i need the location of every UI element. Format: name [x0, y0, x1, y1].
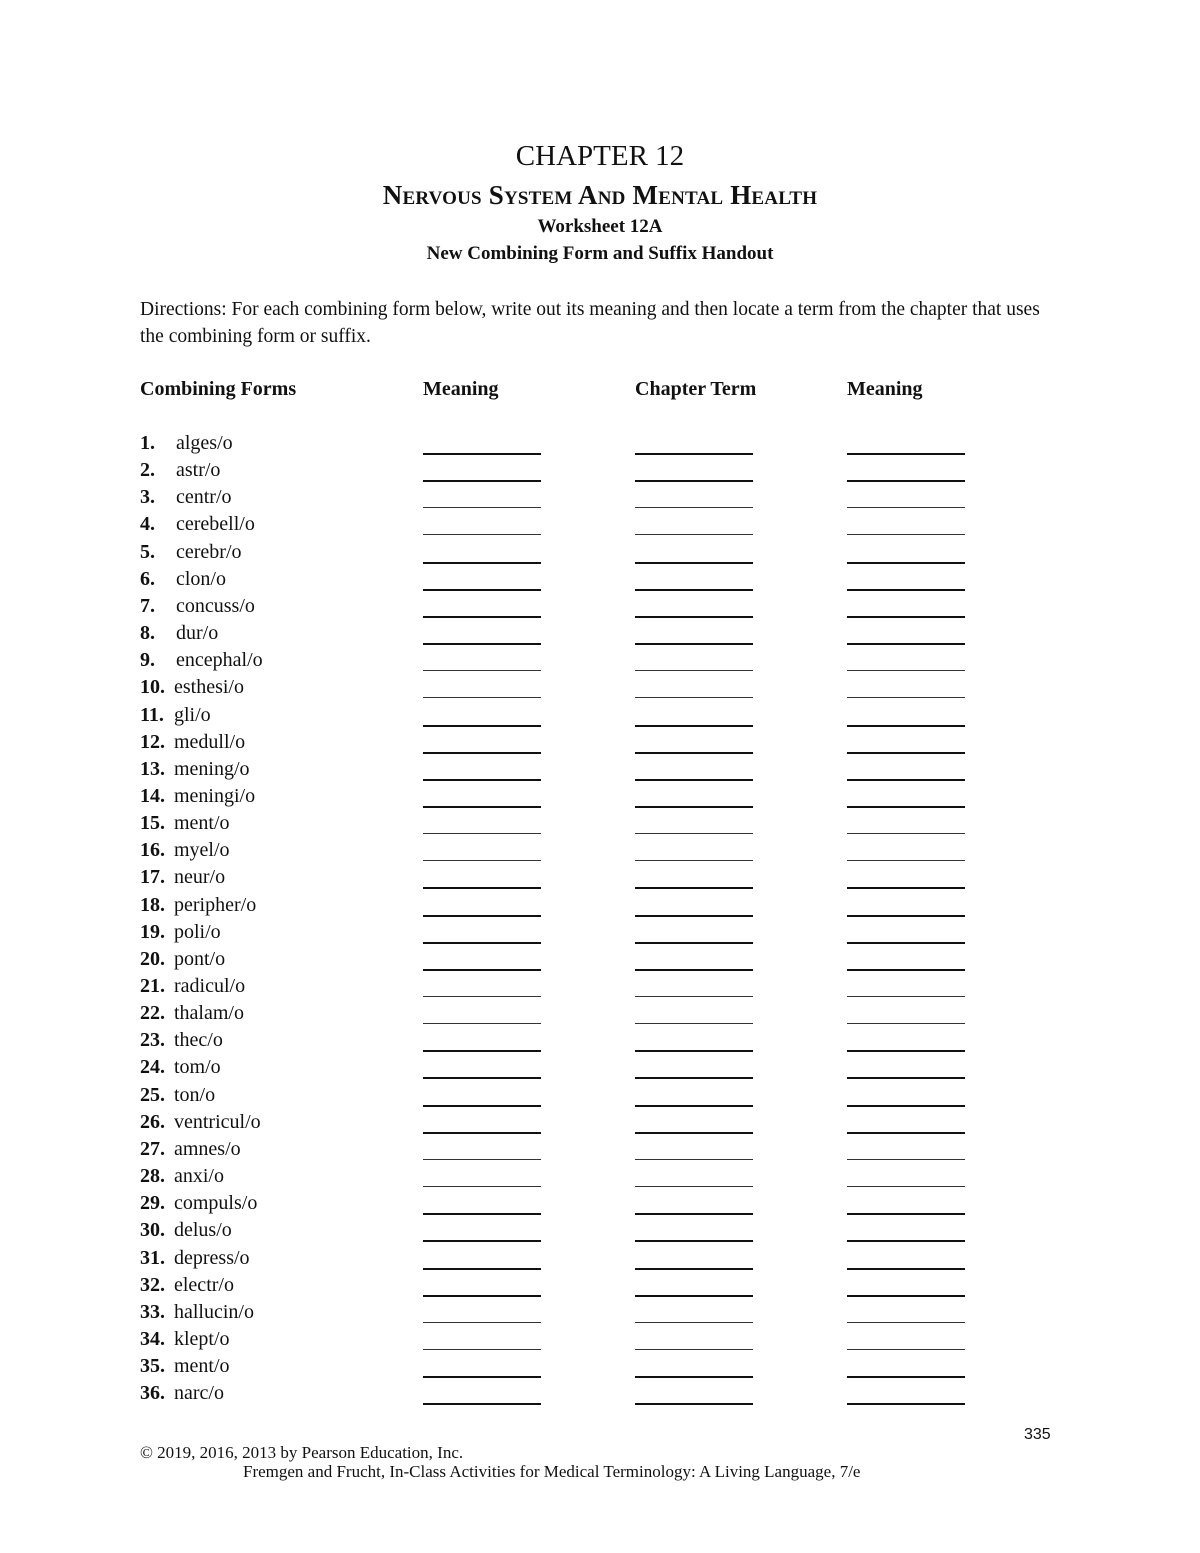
combining-form: ventricul/o [174, 1110, 261, 1133]
combining-form: depress/o [174, 1246, 250, 1269]
chapter-term-blank[interactable] [635, 643, 753, 645]
term-meaning-blank[interactable] [847, 1213, 965, 1215]
table-row [0, 1029, 1200, 1056]
table-row [0, 595, 1200, 622]
chapter-term-blank[interactable] [635, 697, 753, 698]
item-number: 31. [140, 1246, 165, 1269]
chapter-term-blank[interactable] [635, 1023, 753, 1024]
meaning-blank[interactable] [423, 670, 541, 671]
term-meaning-blank[interactable] [847, 480, 965, 482]
chapter-term-blank[interactable] [635, 670, 753, 671]
table-row [0, 1002, 1200, 1029]
table-row [0, 948, 1200, 975]
term-meaning-blank[interactable] [847, 806, 965, 808]
chapter-term-blank[interactable] [635, 616, 753, 618]
meaning-blank[interactable] [423, 1159, 541, 1160]
table-row [0, 432, 1200, 459]
table-row [0, 812, 1200, 839]
chapter-term-blank[interactable] [635, 589, 753, 591]
combining-form: ment/o [174, 812, 230, 835]
combining-form: cerebell/o [176, 513, 255, 536]
table-row [0, 1219, 1200, 1246]
combining-form: delus/o [174, 1219, 232, 1242]
table-row [0, 1382, 1200, 1409]
column-header-term-meaning: Meaning [847, 378, 923, 400]
combining-form: radicul/o [174, 975, 246, 997]
meaning-blank[interactable] [423, 915, 541, 917]
item-number: 13. [140, 757, 165, 780]
meaning-blank[interactable] [423, 860, 541, 861]
item-number: 26. [140, 1110, 165, 1133]
table-row [0, 541, 1200, 568]
item-number: 7. [140, 594, 155, 617]
table-row [0, 785, 1200, 812]
term-meaning-blank[interactable] [847, 1105, 965, 1107]
chapter-term-blank[interactable] [635, 1240, 753, 1242]
table-row [0, 1301, 1200, 1328]
chapter-term-blank[interactable] [635, 942, 753, 944]
item-number: 33. [140, 1300, 165, 1323]
term-meaning-blank[interactable] [847, 562, 965, 564]
combining-form: compuls/o [174, 1192, 258, 1215]
meaning-blank[interactable] [423, 480, 541, 482]
directions-text: Directions: For each combining form below, write out its meaning and then locate a term from the chapter that uses the combining form or suffix. [140, 299, 1040, 347]
table-row [0, 975, 1200, 1002]
combining-form: encephal/o [176, 649, 263, 672]
item-number: 20. [140, 947, 165, 970]
term-meaning-blank[interactable] [847, 779, 965, 781]
meaning-blank[interactable] [423, 833, 541, 834]
combining-form: neur/o [174, 866, 226, 889]
chapter-term-blank[interactable] [635, 833, 753, 834]
table-row [0, 649, 1200, 676]
meaning-blank[interactable] [423, 942, 541, 944]
meaning-blank[interactable] [423, 1376, 541, 1378]
item-number: 14. [140, 784, 165, 807]
combining-form: clon/o [176, 567, 226, 590]
meaning-blank[interactable] [423, 507, 541, 508]
meaning-blank[interactable] [423, 969, 541, 971]
item-number: 3. [140, 486, 155, 509]
worksheet-title: Worksheet 12A [537, 216, 663, 237]
chapter-term-blank[interactable] [635, 1349, 753, 1350]
item-number: 17. [140, 866, 165, 889]
table-row [0, 1247, 1200, 1274]
term-meaning-blank[interactable] [847, 643, 965, 645]
chapter-term-blank[interactable] [635, 806, 753, 808]
item-number: 28. [140, 1165, 165, 1188]
item-number: 27. [140, 1137, 165, 1160]
chapter-term-blank[interactable] [635, 507, 753, 508]
page-number: 335 [1024, 1426, 1051, 1443]
meaning-blank[interactable] [423, 1050, 541, 1052]
term-meaning-blank[interactable] [847, 1186, 965, 1187]
term-meaning-blank[interactable] [847, 1240, 965, 1242]
chapter-term-blank[interactable] [635, 562, 753, 564]
item-number: 16. [140, 839, 165, 862]
meaning-blank[interactable] [423, 589, 541, 591]
meaning-blank[interactable] [423, 1403, 541, 1405]
source-line: Fremgen and Frucht, In-Class Activities for Medical Terminology: A Living Language, 7/e [243, 1462, 861, 1481]
chapter-term-blank[interactable] [635, 1132, 753, 1134]
term-meaning-blank[interactable] [847, 1268, 965, 1270]
term-meaning-blank[interactable] [847, 860, 965, 861]
chapter-term-blank[interactable] [635, 1376, 753, 1378]
combining-form: pont/o [174, 947, 226, 970]
combining-form: mening/o [174, 757, 250, 780]
table-row [0, 1274, 1200, 1301]
combining-form: ment/o [174, 1355, 230, 1378]
item-number: 19. [140, 920, 165, 943]
item-number: 23. [140, 1029, 165, 1052]
meaning-blank[interactable] [423, 697, 541, 698]
combining-form: anxi/o [174, 1165, 224, 1188]
item-number: 1. [140, 432, 155, 454]
table-row [0, 921, 1200, 948]
table-row [0, 839, 1200, 866]
item-number: 10. [140, 676, 165, 699]
combining-form: tom/o [174, 1056, 221, 1079]
combining-form: myel/o [174, 839, 230, 862]
meaning-blank[interactable] [423, 616, 541, 618]
chapter-title: CHAPTER 12 [515, 140, 685, 172]
meaning-blank[interactable] [423, 725, 541, 727]
meaning-blank[interactable] [423, 1132, 541, 1134]
table-row [0, 1111, 1200, 1138]
table-row [0, 568, 1200, 595]
item-number: 18. [140, 893, 165, 916]
chapter-term-blank[interactable] [635, 480, 753, 482]
item-number: 29. [140, 1192, 165, 1215]
combining-form: astr/o [176, 459, 221, 482]
term-meaning-blank[interactable] [847, 942, 965, 944]
chapter-term-blank[interactable] [635, 915, 753, 917]
combining-form: amnes/o [174, 1137, 241, 1160]
table-row [0, 1165, 1200, 1192]
table-row [0, 866, 1200, 893]
item-number: 4. [140, 513, 155, 536]
table-row [0, 1355, 1200, 1382]
combining-form: hallucin/o [174, 1300, 254, 1323]
term-meaning-blank[interactable] [847, 1159, 965, 1160]
item-number: 15. [140, 812, 165, 835]
term-meaning-blank[interactable] [847, 1023, 965, 1024]
chapter-term-blank[interactable] [635, 1295, 753, 1297]
meaning-blank[interactable] [423, 752, 541, 754]
combining-form: electr/o [174, 1273, 234, 1296]
term-meaning-blank[interactable] [847, 616, 965, 618]
chapter-term-blank[interactable] [635, 996, 753, 997]
combining-form: klept/o [174, 1327, 230, 1350]
table-row [0, 704, 1200, 731]
meaning-blank[interactable] [423, 1213, 541, 1215]
combining-form: alges/o [176, 432, 233, 454]
term-meaning-blank[interactable] [847, 1132, 965, 1134]
item-number: 21. [140, 975, 165, 997]
combining-form: narc/o [174, 1382, 224, 1405]
term-meaning-blank[interactable] [847, 670, 965, 671]
meaning-blank[interactable] [423, 534, 541, 535]
chapter-term-blank[interactable] [635, 1268, 753, 1270]
term-meaning-blank[interactable] [847, 752, 965, 754]
term-meaning-blank[interactable] [847, 1295, 965, 1297]
item-number: 30. [140, 1219, 165, 1242]
combining-form: peripher/o [174, 893, 257, 916]
column-header-meaning: Meaning [423, 378, 499, 400]
item-number: 8. [140, 622, 155, 645]
meaning-blank[interactable] [423, 1077, 541, 1079]
table-row [0, 1084, 1200, 1111]
meaning-blank[interactable] [423, 1105, 541, 1107]
meaning-blank[interactable] [423, 1349, 541, 1350]
term-meaning-blank[interactable] [847, 833, 965, 834]
column-header-combining-forms: Combining Forms [140, 378, 297, 400]
item-number: 32. [140, 1273, 165, 1296]
item-number: 11. [140, 703, 164, 726]
item-number: 36. [140, 1382, 165, 1405]
meaning-blank[interactable] [423, 779, 541, 781]
chapter-term-blank[interactable] [635, 1186, 753, 1187]
item-number: 12. [140, 730, 165, 753]
combining-form: medull/o [174, 730, 246, 753]
chapter-term-blank[interactable] [635, 453, 753, 455]
chapter-subtitle: Nervous System And Mental Health [382, 180, 818, 210]
combining-form: centr/o [176, 486, 232, 509]
meaning-blank[interactable] [423, 1186, 541, 1187]
copyright-line: © 2019, 2016, 2013 by Pearson Education, Inc. [140, 1443, 464, 1462]
meaning-blank[interactable] [423, 453, 541, 455]
meaning-blank[interactable] [423, 1268, 541, 1270]
term-meaning-blank[interactable] [847, 697, 965, 698]
table-row [0, 622, 1200, 649]
table-row [0, 1328, 1200, 1355]
term-meaning-blank[interactable] [847, 534, 965, 535]
term-meaning-blank[interactable] [847, 1376, 965, 1378]
combining-form: esthesi/o [174, 676, 244, 699]
combining-form: ton/o [174, 1083, 216, 1106]
term-meaning-blank[interactable] [847, 1349, 965, 1350]
table-row [0, 1138, 1200, 1165]
term-meaning-blank[interactable] [847, 1403, 965, 1405]
term-meaning-blank[interactable] [847, 1322, 965, 1323]
meaning-blank[interactable] [423, 1023, 541, 1024]
meaning-blank[interactable] [423, 887, 541, 889]
chapter-term-blank[interactable] [635, 887, 753, 889]
item-number: 2. [140, 459, 155, 482]
meaning-blank[interactable] [423, 643, 541, 645]
term-meaning-blank[interactable] [847, 969, 965, 971]
chapter-term-blank[interactable] [635, 1050, 753, 1052]
table-row [0, 731, 1200, 758]
term-meaning-blank[interactable] [847, 725, 965, 727]
table-row [0, 676, 1200, 703]
meaning-blank[interactable] [423, 996, 541, 997]
item-number: 9. [140, 649, 155, 672]
chapter-term-blank[interactable] [635, 534, 753, 535]
meaning-blank[interactable] [423, 1322, 541, 1323]
chapter-term-blank[interactable] [635, 779, 753, 781]
table-row [0, 1192, 1200, 1219]
chapter-term-blank[interactable] [635, 1322, 753, 1323]
item-number: 6. [140, 567, 155, 590]
term-meaning-blank[interactable] [847, 589, 965, 591]
combining-form: concuss/o [176, 594, 255, 617]
table-row [0, 459, 1200, 486]
term-meaning-blank[interactable] [847, 915, 965, 917]
item-number: 24. [140, 1056, 165, 1079]
item-number: 5. [140, 540, 155, 563]
chapter-term-blank[interactable] [635, 1403, 753, 1405]
term-meaning-blank[interactable] [847, 1077, 965, 1079]
item-number: 35. [140, 1355, 165, 1378]
item-number: 34. [140, 1327, 165, 1350]
item-number: 25. [140, 1083, 165, 1106]
item-number: 22. [140, 1002, 165, 1025]
table-row [0, 1056, 1200, 1083]
chapter-term-blank[interactable] [635, 752, 753, 754]
table-row [0, 486, 1200, 513]
combining-form: thec/o [174, 1029, 223, 1052]
combining-form: meningi/o [174, 784, 256, 807]
term-meaning-blank[interactable] [847, 453, 965, 455]
combining-form: dur/o [176, 622, 219, 645]
chapter-term-blank[interactable] [635, 969, 753, 971]
meaning-blank[interactable] [423, 1295, 541, 1297]
meaning-blank[interactable] [423, 806, 541, 808]
term-meaning-blank[interactable] [847, 1050, 965, 1052]
chapter-term-blank[interactable] [635, 725, 753, 727]
handout-title: New Combining Form and Suffix Handout [426, 243, 774, 264]
combining-form: gli/o [174, 703, 211, 726]
chapter-term-blank[interactable] [635, 1077, 753, 1079]
chapter-term-blank[interactable] [635, 1159, 753, 1160]
term-meaning-blank[interactable] [847, 996, 965, 997]
column-header-chapter-term: Chapter Term [635, 378, 757, 400]
chapter-term-blank[interactable] [635, 1213, 753, 1215]
chapter-term-blank[interactable] [635, 1105, 753, 1107]
chapter-term-blank[interactable] [635, 860, 753, 861]
term-meaning-blank[interactable] [847, 507, 965, 508]
combining-form: thalam/o [174, 1002, 244, 1025]
table-row [0, 758, 1200, 785]
meaning-blank[interactable] [423, 1240, 541, 1242]
table-row [0, 894, 1200, 921]
table-row [0, 513, 1200, 540]
term-meaning-blank[interactable] [847, 887, 965, 889]
combining-form: poli/o [174, 920, 221, 943]
meaning-blank[interactable] [423, 562, 541, 564]
combining-form: cerebr/o [176, 540, 242, 563]
